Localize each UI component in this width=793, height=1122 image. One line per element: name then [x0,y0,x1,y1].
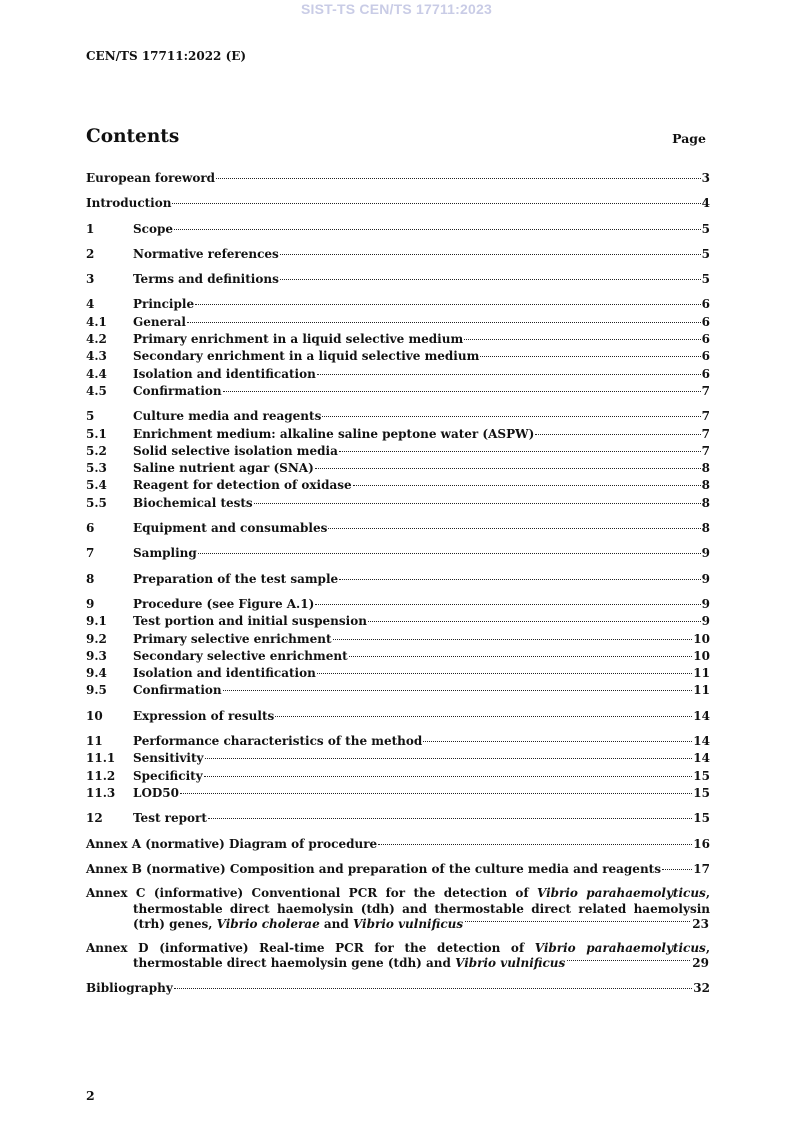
species-name: Vibrio parahaemolyticus [536,886,706,901]
toc-entry[interactable] [86,836,710,853]
toc-number: 11.2 [86,768,116,783]
dot-leader [423,741,692,742]
toc-entry[interactable] [86,443,710,460]
toc-page: 7 [701,426,710,441]
toc-number: 5.2 [86,443,107,458]
toc-page: 6 [701,349,710,364]
toc-page: 10 [693,648,710,663]
toc-page: 14 [693,751,710,766]
toc-title: Primary selective enrichment [133,631,332,646]
toc-number: 11 [86,734,103,749]
dot-leader [223,690,693,691]
dot-leader [328,528,700,529]
dot-leader [333,639,693,640]
toc-entry[interactable] [86,383,710,400]
dot-leader [280,254,701,255]
toc-number: 4.1 [86,314,107,329]
toc-number: 4.4 [86,366,107,381]
toc-page: 15 [693,785,710,800]
toc-number: 5 [86,409,95,424]
dot-leader [208,818,692,819]
toc-entry[interactable] [86,348,710,365]
toc-page: 17 [693,861,710,876]
species-name: Vibrio vulnificus [352,917,464,932]
dot-leader [368,621,701,622]
toc-title: Performance characteristics of the method [133,734,423,749]
toc-number: 5.4 [86,478,107,493]
page-column-label: Page [672,131,706,146]
document-id: CEN/TS 17711:2022 (E) [86,49,247,63]
toc-page: 6 [701,314,710,329]
annex-c-head: Annex C (informative) [86,886,244,901]
species-name: Vibrio parahaemolyticus [534,940,706,955]
dot-leader [172,203,700,204]
toc-number: 4.5 [86,383,107,398]
toc-page: 7 [701,383,710,398]
toc-entry[interactable] [86,314,710,331]
dot-leader [464,339,700,340]
toc-number: 9.4 [86,666,107,681]
dot-leader [662,869,692,870]
toc-title: Saline nutrient agar (SNA) [133,461,314,476]
toc-page: 16 [693,836,710,851]
toc-page: 11 [693,683,710,698]
toc-page: 5 [701,221,710,236]
toc-page: 23 [692,917,709,932]
toc-entry[interactable] [86,613,710,630]
toc-page: 14 [693,708,710,723]
dot-leader [174,229,701,230]
toc-number: 4.3 [86,349,107,364]
toc-page: 5 [701,272,710,287]
toc-page: 10 [693,631,710,646]
toc-entry[interactable] [86,750,710,767]
toc-entry[interactable] [86,221,710,238]
dot-leader [339,451,701,452]
toc-page: 8 [701,521,710,536]
toc-entry[interactable] [86,571,710,588]
toc-entry[interactable] [86,682,710,699]
toc-page: 32 [693,980,710,995]
toc-page: 6 [701,297,710,312]
dot-leader [174,988,693,989]
toc-number: 3 [86,272,95,287]
toc-page: 9 [701,546,710,561]
dot-leader [280,279,701,280]
toc-number: 2 [86,246,95,261]
dot-leader [339,579,700,580]
dot-leader [349,656,693,657]
toc-title: Preparation of the test sample [133,571,339,586]
toc-entry[interactable] [86,648,710,665]
toc-entry[interactable] [86,170,710,187]
dot-leader [223,391,701,392]
toc-title: Specificity [133,768,203,783]
dot-leader [315,604,700,605]
toc-entry[interactable] [86,810,710,827]
dot-leader [216,178,701,179]
toc-title: Reagent for detection of oxidase [133,478,352,493]
dot-leader [254,503,701,504]
toc-page: 29 [692,956,709,971]
dot-leader [317,673,692,674]
toc-page: 5 [701,246,710,261]
toc-title: Scope [133,221,174,236]
toc-page: 8 [701,461,710,476]
toc-title: Primary enrichment in a liquid selective medium [133,332,464,347]
toc-title: Enrichment medium: alkaline saline peptone water (ASPW) [133,426,535,441]
dot-leader [198,553,701,554]
toc-entry-bibliography[interactable] [86,980,710,997]
toc-entry[interactable] [86,460,710,477]
toc-entry[interactable] [86,296,710,313]
toc-title: Equipment and consumables [133,521,328,536]
toc-number: 12 [86,811,103,826]
toc-number: 8 [86,571,95,586]
toc-entry[interactable] [86,477,710,494]
toc-title: Test report [133,811,207,826]
toc-entries [86,170,710,878]
toc-number: 1 [86,221,95,236]
toc-page: 6 [701,332,710,347]
toc-number: 9 [86,596,95,611]
page-number: 2 [86,1088,95,1103]
toc-page: 15 [693,768,710,783]
toc-entry[interactable] [86,596,710,613]
toc-entry[interactable] [86,708,710,725]
toc-number: 4.2 [86,332,107,347]
annex-d-head: Annex D (informative) [86,940,249,955]
toc-title: Isolation and identification [133,666,316,681]
dot-leader [480,356,700,357]
toc-entry[interactable] [86,426,710,443]
dot-leader [205,758,693,759]
dot-leader [180,793,692,794]
toc-title: European foreword [86,171,216,185]
toc-number: 5.3 [86,461,107,476]
toc-entry[interactable] [86,545,710,562]
table-of-contents [86,170,710,997]
toc-page: 6 [701,366,710,381]
toc-title: Biochemical tests [133,495,253,510]
toc-page: 9 [701,614,710,629]
toc-title: General [133,314,186,329]
dot-leader [535,434,700,435]
toc-number: 11.3 [86,785,116,800]
toc-number: 9.5 [86,683,107,698]
toc-entry[interactable] [86,246,710,263]
toc-page: 9 [701,596,710,611]
toc-title: LOD50 [133,785,179,800]
toc-title: Terms and definitions [133,272,279,287]
toc-page: 4 [701,196,710,211]
toc-entry[interactable] [86,733,710,750]
toc-entry[interactable] [86,861,710,878]
toc-page: 7 [701,443,710,458]
toc-entry[interactable] [86,408,710,425]
toc-title: Solid selective isolation media [133,443,338,458]
toc-title: Secondary enrichment in a liquid selective medium [133,349,480,364]
toc-title: Sensitivity [133,751,204,766]
toc-page: 15 [693,811,710,826]
toc-number: 11.1 [86,751,116,766]
dot-leader [378,844,692,845]
toc-title: Normative references [133,246,279,261]
toc-page: 14 [693,734,710,749]
toc-title: Principle [133,297,195,312]
toc-page: 9 [701,571,710,586]
toc-number: 4 [86,297,95,312]
dot-leader [187,322,701,323]
toc-title: Procedure (see Figure A.1) [133,596,315,611]
toc-page: 8 [701,495,710,510]
toc-title: Expression of results [133,708,275,723]
toc-entry[interactable] [86,495,710,512]
toc-entry[interactable] [86,631,710,648]
species-name: Vibrio vulnificus [455,956,566,971]
toc-number: 5.5 [86,495,107,510]
toc-entry[interactable] [86,520,710,537]
toc-title: Test portion and initial suspension [133,614,367,629]
toc-page: 11 [693,666,710,681]
toc-entry[interactable] [86,366,710,383]
toc-number: 9.2 [86,631,107,646]
toc-entry[interactable] [86,665,710,682]
toc-entry[interactable] [86,195,710,212]
dot-leader [275,716,692,717]
toc-number: 9.3 [86,648,107,663]
toc-title: Introduction [86,196,172,211]
toc-title: Secondary selective enrichment [133,648,348,663]
watermark: SIST-TS CEN/TS 17711:2023 [301,1,492,17]
toc-page: 8 [701,478,710,493]
contents-title: Contents [86,126,180,147]
toc-title: Annex B (normative) Composition and preparation of the culture media and reagents [86,861,661,876]
toc-entry[interactable] [86,331,710,348]
toc-entry[interactable] [86,768,710,785]
toc-number: 9.1 [86,614,107,629]
dot-leader [195,304,701,305]
toc-page: 3 [701,171,710,185]
dot-leader [353,485,701,486]
dot-leader [317,374,701,375]
toc-entry[interactable] [86,271,710,288]
toc-title: Confirmation [133,383,222,398]
toc-number: 5.1 [86,426,107,441]
toc-entry-annex-d[interactable]: Annex D (informative) Real-time PCR for the detection of Vibrio parahaemolyticus, thermostable direct haemolysin gene (tdh) and Vibrio vulnificus 29 [86,940,711,971]
toc-title: Bibliography [86,980,173,995]
dot-leader [315,468,701,469]
toc-entry-annex-c[interactable]: Annex C (informative) Conventional PCR for the detection of Vibrio parahaemolyticus, thermostable direct haemolysin (tdh) and thermostable direct related haemolysin (trh) genes, Vibrio cholerae and Vibrio vulnificus 23 [86,886,710,932]
toc-title: Annex A (normative) Diagram of procedure [86,836,378,851]
toc-title: Culture media and reagents [133,409,322,424]
toc-title: Sampling [133,546,197,561]
toc-entry[interactable] [86,785,710,802]
toc-number: 6 [86,521,95,536]
toc-page: 7 [701,409,710,424]
toc-number: 10 [86,708,103,723]
dot-leader [204,776,693,777]
toc-number: 7 [86,546,95,561]
toc-title: Isolation and identification [133,366,316,381]
toc-title: Confirmation [133,683,222,698]
dot-leader [322,416,700,417]
species-name: Vibrio cholerae [216,917,320,932]
